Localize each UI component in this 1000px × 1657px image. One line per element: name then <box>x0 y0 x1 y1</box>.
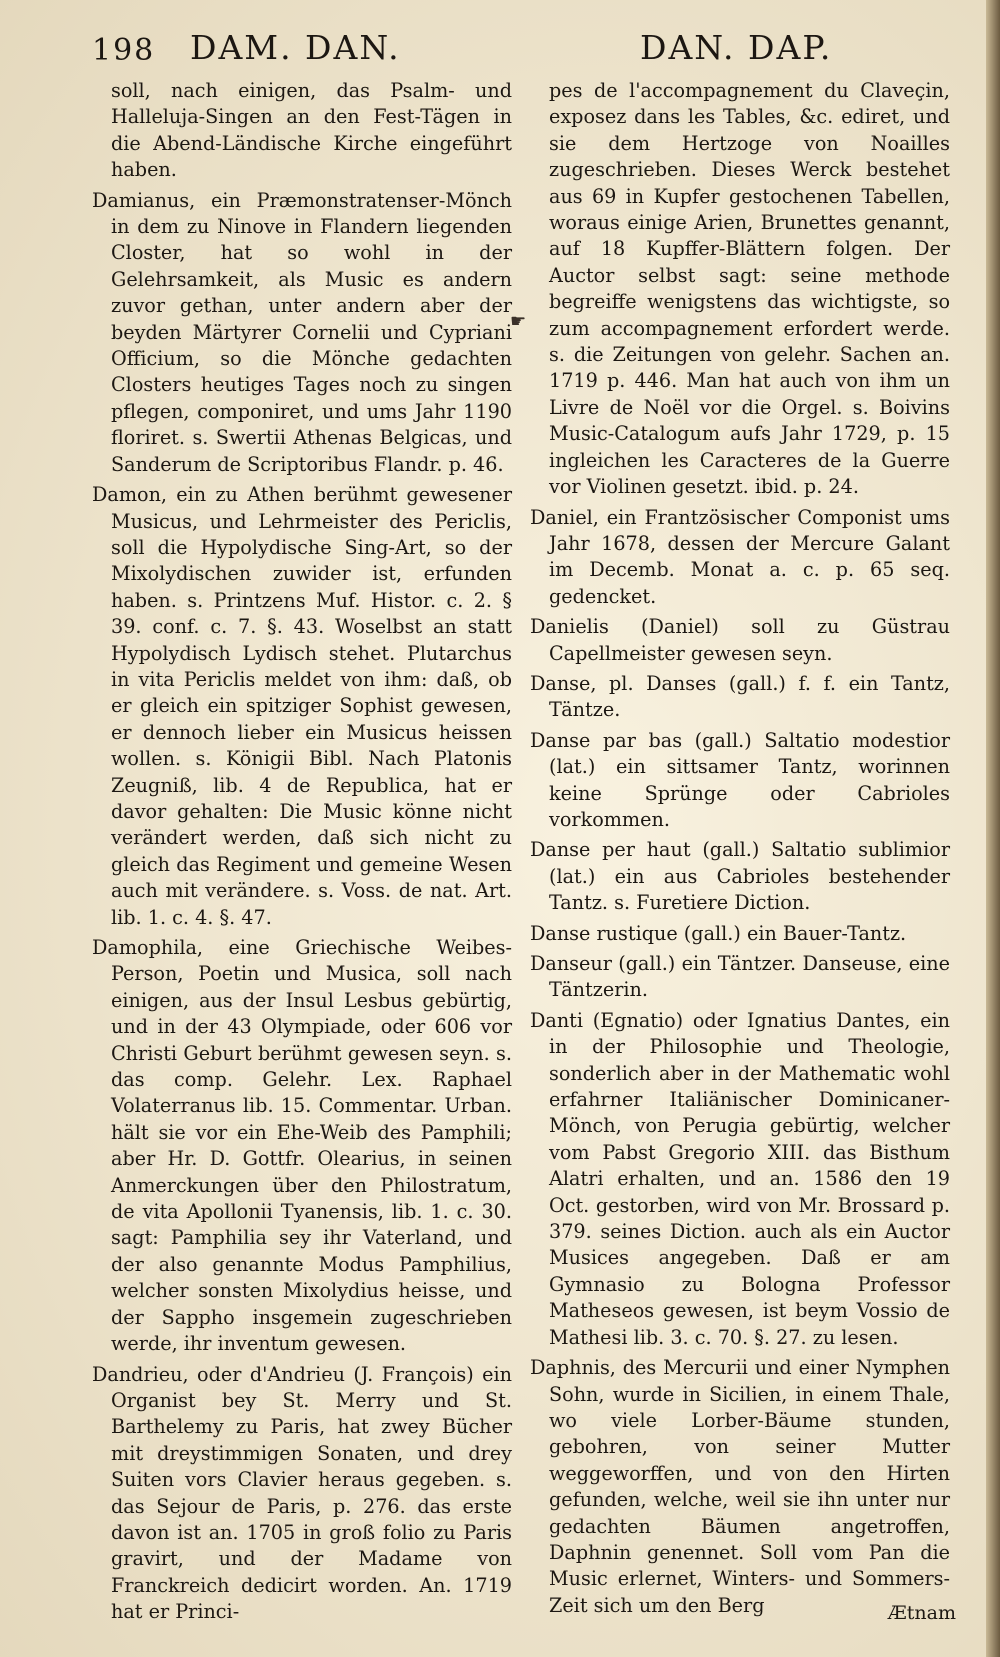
right-column <box>530 78 950 1619</box>
entry-damophila: Damophila, eine Griechische Weibes-Person, Poetin und Musica, soll nach einigen, aus der Insul Lesbus gebürtig, und in der 43 Olympiade, oder 606 vor Christi Geburt berühmt gewesen seyn. s. das comp. Gelehr. Lex. Raphael Volaterranus lib. 15. Commentar. Urban. hält sie vor ein Ehe-Weib des Pamphili; aber Hr. D. Gottfr. Olearius, in seinen Anmerckungen über den Philostratum, de vita Apollonii Tyanensis, lib. 1. c. 30. sagt: Pamphilia sey ihr Vaterland, und der also genannte Modus Pamphilius, welcher sonsten Mixolydius heisse, und der Sappho insgemein zugeschrieben werde, ihr inventum gewesen. <box>92 936 512 1356</box>
entry-dandrieu: Dandrieu, oder d'Andrieu (J. François) ein Organist bey St. Merry und St. Barthelemy zu Paris, hat zwey Bücher mit dreystimmigen Sonaten, und drey Suiten vors Clavier heraus gegeben. s. das Sejour de Paris, p. 276. das erste davon ist an. 1705 in groß folio zu Paris gravirt, und der Madame von Franckreich dedicirt worden. An. 1719 hat er Princi- <box>92 1362 512 1624</box>
entry-continuation: soll, nach einigen, das Psalm- und Halleluja-Singen an den Fest-Tägen in die Abend-Ländische Kirche eingeführt haben. <box>111 79 512 182</box>
entry-danielis: Danielis (Daniel) soll zu Güstrau Capellmeister gewesen seyn. <box>530 615 950 665</box>
entry-damon: Damon, ein zu Athen berühmt gewesener Musicus, und Lehrmeister des Periclis, soll die Hypolydische Sing-Art, so der Mixolydischen zuwider ist, erfunden haben. s. Printzens Muf. Histor. c. 2. § 39. conf. c. 7. §. 43. Woselbst an statt Hypolydisch Lydisch stehet. Plutarchus in vita Periclis meldet von ihm: daß, ob er gleich ein spitziger Sophist gewesen, er dennoch lieber ein Musicus heissen wollen. s. Königii Bibl. Nach Platonis Zeugniß, lib. 4 de Republica, hat er davor gehalten: Die Music könne nicht verändert werden, daß sich nicht zu gleich das Regiment und gemeine Wesen auch mit verändere. s. Voss. de nat. Art. lib. 1. c. 4. §. 47. <box>92 483 512 929</box>
page-number: 198 <box>92 33 156 68</box>
entry-danseur: Danseur (gall.) ein Täntzer. Danseuse, eine Täntzerin. <box>530 952 950 1002</box>
entry-continuation: pes de l'accompagnement du Claveçin, exposez dans les Tables, &c. ediret, und sie dem Hertzoge von Noailles zugeschrieben. Dieses Werck bestehet aus 69 in Kupfer gestochenen Tabellen, woraus einige Arien, Brunettes genannt, auf 18 Kupffer-Blättern folgen. Der Auctor selbst sagt: seine methode begreiffe wenigstens das wichtigste, so zum accompagnement erfordert werde. s. die Zeitungen von gelehr. Sachen an. 1719 p. 446. Man hat auch von ihm un Livre de Noël vor die Orgel. s. Boivins Music-Catalogum aufs Jahr 1729, p. 15 ingleichen les Caracteres de la Guerre vor Violinen gesetzt. ibid. p. 24. <box>549 79 950 499</box>
entry-danse: Danse, pl. Danses (gall.) f. f. ein Tantz, Täntze. <box>530 671 950 722</box>
entry-danse-par-bas: Danse par bas (gall.) Saltatio modestior (lat.) ein sittsamer Tantz, worinnen keine Sprünge oder Cabrioles vorkommen. <box>530 728 950 831</box>
left-column <box>92 78 512 1626</box>
pointing-hand-icon: ☛ <box>510 311 527 332</box>
entry-damianus: Damianus, ein Præmonstratenser-Mönch in dem zu Ninove in Flandern liegenden Closter, hat so wohl in der Gelehrsamkeit, als Music es andern zuvor gethan, unter andern aber der beyden Märtyrer Cornelii und Cypriani Officium, so die Mönche gedachten Closters heutiges Tages noch zu singen pflegen, componiret, und ums Jahr 1190 floriret. s. Swertii Athenas Belgicas, und Sanderum de Scriptoribus Flandr. p. 46. <box>92 188 512 476</box>
entry-daphnis: Daphnis, des Mercurii und einer Nymphen Sohn, wurde in Sicilien, in einem Thale, wo viele Lorber-Bäume stunden, gebohren, von seiner Mutter weggeworffen, und von den Hirten gefunden, welche, weil sie ihn unter nur gedachten Bäumen angetroffen, Daphnin genennet. Soll vom Pan die Music erlernet, Winters- und Sommers-Zeit sich um den Berg <box>530 1356 950 1617</box>
entry-danse-per-haut: Danse per haut (gall.) Saltatio sublimior (lat.) ein aus Cabrioles bestehender Tantz. s. Furetiere Diction. <box>530 838 950 915</box>
catchword: Ætnam <box>887 1602 956 1624</box>
entry-danse-rustique: Danse rustique (gall.) ein Bauer-Tantz. <box>530 921 907 945</box>
running-head-left: DAM. DAN. <box>190 28 401 67</box>
entry-danti: Danti (Egnatio) oder Ignatius Dantes, ein in der Philosophie und Theologie, sonderlich aber in der Mathematic wohl erfahrner Italiänischer Dominicaner-Mönch, von Perugia gebürtig, welcher vom Pabst Gregorio XIII. das Bisthum Alatri erhalten, und an. 1586 den 19 Oct. gestorben, wird von Mr. Brossard p. 379. seines Diction. auch als ein Auctor Musices angegeben. Daß er am Gymnasio zu Bologna Professor Matheseos gewesen, ist beym Vossio de Mathesi lib. 3. c. 70. §. 27. zu lesen. <box>530 1008 950 1349</box>
entry-daniel: Daniel, ein Frantzösischer Componist ums Jahr 1678, dessen der Mercure Galant im Decemb. Monat a. c. p. 65 seq. gedencket. <box>530 505 950 608</box>
running-head-right: DAN. DAP. <box>640 28 833 67</box>
page-edge <box>986 0 1000 1657</box>
